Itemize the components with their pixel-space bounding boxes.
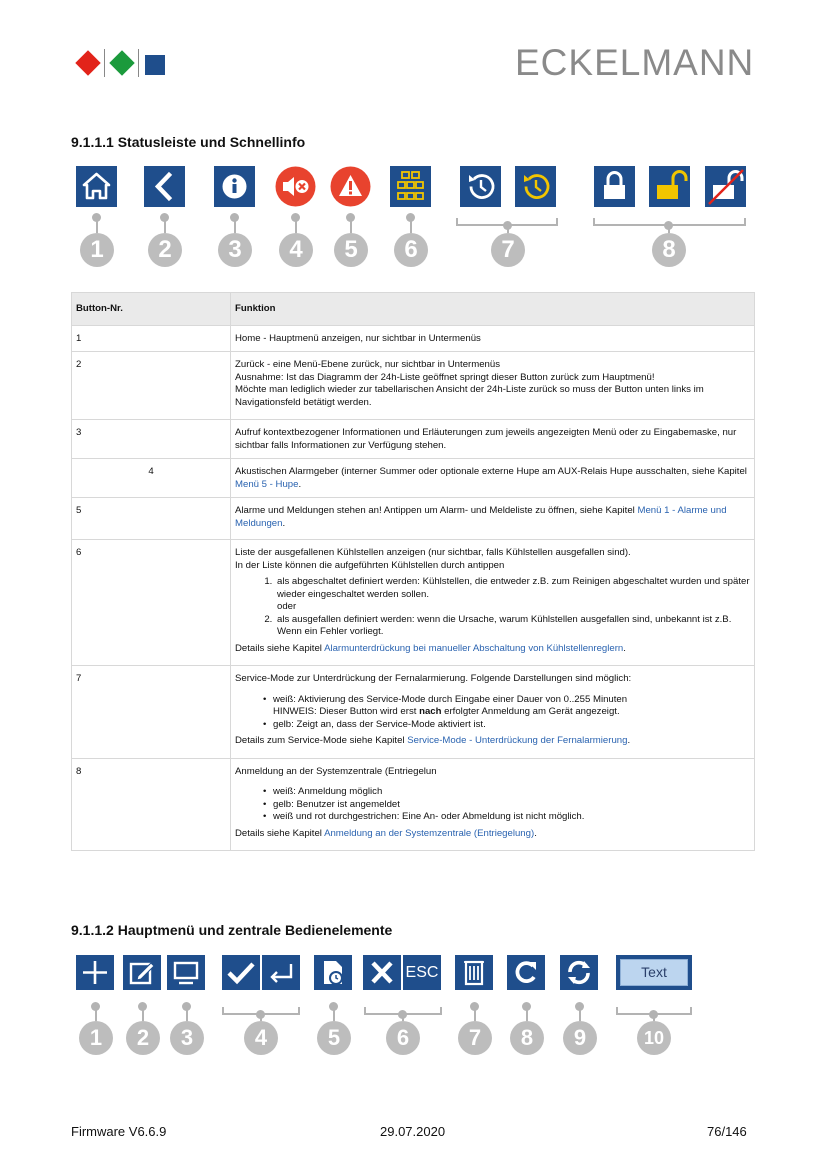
callout-6: 6	[386, 1021, 420, 1055]
pin-stem	[350, 218, 352, 233]
function-text: Home - Hauptmenü anzeigen, nur sichtbar in Untermenüs	[235, 332, 481, 344]
lock-closed-icon	[594, 166, 635, 207]
row-function	[231, 352, 755, 420]
punctuation: .	[623, 642, 626, 654]
add-button[interactable]	[76, 955, 114, 990]
mute-speaker-icon	[275, 166, 316, 207]
enter-icon	[262, 955, 300, 990]
chapter-link[interactable]: Service-Mode - Unterdrückung der Fernalarmierung	[407, 735, 628, 746]
list-item: 1. als abgeschaltet definiert werden: Kühlstellen, die entweder z.B. zum Reinigen abgeschaltet wurden und später wieder eingeschaltet werden sollen. oder	[275, 576, 750, 614]
punctuation: .	[534, 827, 537, 839]
back-button[interactable]	[144, 166, 185, 207]
function-text: Anmeldung an der Systemzentrale (Entriegelun	[235, 765, 437, 777]
row-function	[231, 666, 755, 759]
pin-stem	[95, 1007, 97, 1021]
numbered-list	[235, 576, 750, 639]
callout-3: 3	[218, 233, 252, 267]
list-item: • gelb: Zeigt an, dass der Service-Mode aktiviert ist.	[263, 719, 750, 732]
row-number: 4	[72, 459, 231, 498]
failed-coolers-button[interactable]	[390, 166, 431, 207]
bracket	[690, 1007, 692, 1014]
table-row	[72, 325, 755, 352]
pin-stem	[96, 218, 98, 233]
cross-icon	[363, 955, 401, 990]
callout-8: 8	[510, 1021, 544, 1055]
row-number: 5	[72, 498, 231, 540]
info-button[interactable]	[214, 166, 255, 207]
pin-stem	[410, 218, 412, 233]
monitor-icon	[167, 955, 205, 990]
function-text: Akustischen Alarmgeber (interner Summer oder optionale externe Hupe am AUX-Relais Hupe ausschalten, siehe Kapitel	[235, 466, 747, 477]
callout-1: 1	[80, 233, 114, 267]
sync-button[interactable]	[560, 955, 598, 990]
pin-stem	[295, 218, 297, 233]
pin-stem	[333, 1007, 335, 1021]
column-header: Button-Nr.	[72, 293, 231, 326]
function-text: Aufruf kontextbezogener Informationen und Erläuterungen zum jeweils angezeigten Menü oder zu Eingabemaske, nur sichtbar falls Informationen zur Verfügung stehen.	[235, 427, 737, 451]
trash-icon	[455, 955, 493, 990]
table-row	[72, 459, 755, 498]
mute-speaker-button[interactable]	[275, 166, 316, 207]
row-function	[231, 540, 755, 666]
text-button[interactable]	[616, 955, 692, 990]
function-text: Alarme und Meldungen stehen an! Antippen um Alarm- und Meldeliste zu öffnen, siehe Kapitel	[235, 505, 638, 516]
callout-1: 1	[79, 1021, 113, 1055]
chapter-link[interactable]: Anmeldung an der Systemzentrale (Entriegelung)	[324, 827, 535, 839]
callout-7: 7	[458, 1021, 492, 1055]
callout-6: 6	[394, 233, 428, 267]
plus-icon	[76, 955, 114, 990]
row-number: 1	[72, 325, 231, 352]
login-yellow-button[interactable]	[649, 166, 690, 207]
list-item: • gelb: Benutzer ist angemeldet	[263, 799, 750, 812]
esc-button[interactable]	[403, 955, 441, 990]
edit-icon	[123, 955, 161, 990]
footer-page: 76/146	[707, 1124, 747, 1139]
file-icon	[314, 955, 352, 990]
bracket	[440, 1007, 442, 1014]
pin-stem	[579, 1007, 581, 1021]
network-icon	[390, 166, 431, 207]
table-row	[72, 666, 755, 759]
back-icon	[144, 166, 185, 207]
list-item: • weiß und rot durchgestrichen: Eine An- oder Abmeldung ist nicht möglich.	[263, 811, 750, 824]
service-clock-white-icon	[460, 166, 501, 207]
login-disabled-button[interactable]	[705, 166, 746, 207]
row-number: 7	[72, 666, 231, 759]
punctuation: .	[627, 735, 631, 746]
row-function	[231, 459, 755, 498]
callout-5: 5	[317, 1021, 351, 1055]
list-item: 2. als ausgefallen definiert werden: wenn die Ursache, warum Kühlstellen ausgefallen sind, unbekannt ist z.B. Wenn ein Fehler vorliegt.	[275, 614, 750, 639]
lock-crossed-icon	[705, 166, 746, 207]
table-row	[72, 498, 755, 540]
pin-stem	[507, 226, 509, 233]
lock-open-yellow-icon	[649, 166, 690, 207]
table-row	[72, 758, 755, 851]
row-number: 6	[72, 540, 231, 666]
info-icon	[214, 166, 255, 207]
function-text: Ausnahme: Ist das Diagramm der 24h-Liste geöffnet springt dieser Button zurück zum Hauptmenü!	[235, 371, 655, 383]
alarm-warning-icon	[330, 166, 371, 207]
function-text: Zurück - eine Menü-Ebene zurück, nur sichtbar in Untermenüs	[235, 359, 501, 370]
callout-7: 7	[491, 233, 525, 267]
chapter-link[interactable]: Alarmunterdrückung bei manueller Abschaltung von Kühlstellenreglern	[324, 642, 624, 654]
pin-stem	[668, 226, 670, 233]
service-clock-yellow-icon	[515, 166, 556, 207]
text-button-label: Text	[620, 959, 688, 986]
bullet-list	[235, 694, 750, 732]
function-text: Service-Mode zur Unterdrückung der Fernalarmierung. Folgende Darstellungen sind möglich:	[235, 673, 632, 684]
row-number: 8	[72, 758, 231, 851]
confirm-button[interactable]	[222, 955, 260, 990]
refresh-icon	[507, 955, 545, 990]
row-function	[231, 758, 755, 851]
callout-2: 2	[148, 233, 182, 267]
footer-date: 29.07.2020	[380, 1124, 446, 1139]
list-item: • weiß: Anmeldung möglich	[263, 786, 750, 799]
table-row	[72, 352, 755, 420]
pin-stem	[164, 218, 166, 233]
service-mode-yellow-button[interactable]	[515, 166, 556, 207]
footer-firmware: Firmware V6.6.9	[71, 1124, 167, 1139]
punctuation: .	[298, 478, 302, 490]
bracket	[298, 1007, 300, 1014]
bracket	[744, 218, 746, 225]
function-text: Details siehe Kapitel	[235, 642, 325, 654]
callout-4: 4	[279, 233, 313, 267]
callout-9: 9	[563, 1021, 597, 1055]
punctuation: .	[282, 517, 286, 529]
row-function	[231, 498, 755, 540]
callout-2: 2	[126, 1021, 160, 1055]
row-number: 3	[72, 420, 231, 459]
monitor-button[interactable]	[167, 955, 205, 990]
pin-stem	[142, 1007, 144, 1021]
function-text: Details zum Service-Mode siehe Kapitel	[235, 735, 408, 746]
delete-button[interactable]	[455, 955, 493, 990]
callout-10: 10	[637, 1021, 671, 1055]
function-text: In der Liste können die aufgeführten Kühlstellen durch antippen	[235, 559, 505, 571]
callout-3: 3	[170, 1021, 204, 1055]
row-function	[231, 325, 755, 352]
checkmark-icon	[222, 955, 260, 990]
service-mode-white-button[interactable]	[460, 166, 501, 207]
bracket	[556, 218, 558, 225]
refresh-button[interactable]	[507, 955, 545, 990]
function-text: Liste der ausgefallenen Kühlstellen anzeigen (nur sichtbar, falls Kühlstellen ausgefallen sind).	[235, 547, 631, 558]
home-icon	[76, 166, 117, 207]
function-text: Möchte man lediglich wieder zur tabellarischen Ansicht der 24h-Liste zurück so muss der Button unten links im Navigationsfeld betätigt werden.	[235, 384, 704, 408]
file-button[interactable]	[314, 955, 352, 990]
bullet-list	[235, 786, 750, 824]
row-number: 2	[72, 352, 231, 420]
list-connector: oder	[277, 601, 297, 612]
sync-icon	[560, 955, 598, 990]
section-title-statusleiste: 9.1.1.1 Statusleiste und Schnellinfo	[71, 134, 306, 150]
section-title-hauptmenue: 9.1.1.2 Hauptmenü und zentrale Bedienelemente	[71, 922, 393, 938]
pin-stem	[234, 218, 236, 233]
column-header: Funktion	[231, 293, 755, 326]
button-function-table	[71, 292, 755, 851]
row-function	[231, 420, 755, 459]
pin-stem	[526, 1007, 528, 1021]
enter-button[interactable]	[262, 955, 300, 990]
pin-stem	[474, 1007, 476, 1021]
cancel-button[interactable]	[363, 955, 401, 990]
table-row	[72, 420, 755, 459]
chapter-link[interactable]: Menü 5 - Hupe	[235, 478, 299, 490]
callout-4: 4	[244, 1021, 278, 1055]
login-white-button[interactable]	[594, 166, 635, 207]
function-text: Details siehe Kapitel	[235, 827, 325, 839]
table-header-row	[72, 293, 755, 326]
callout-5: 5	[334, 233, 368, 267]
home-button[interactable]	[76, 166, 117, 207]
callout-8: 8	[652, 233, 686, 267]
company-logo	[76, 46, 168, 80]
table-row	[72, 540, 755, 666]
chapter-link[interactable]: Menü 1 - Alarme und Meldungen	[235, 505, 727, 529]
edit-button[interactable]	[123, 955, 161, 990]
pin-stem	[186, 1007, 188, 1021]
brand-wordmark: ECKELMANN	[515, 42, 755, 83]
alarm-warning-button[interactable]	[330, 166, 371, 207]
esc-label: ESC	[405, 964, 439, 981]
list-item: • weiß: Aktivierung des Service-Mode durch Eingabe einer Dauer von 0..255 Minuten HINWEIS: Dieser Button wird erst nach erfolgter Anmeldung am Gerät angezeigt.	[263, 694, 750, 719]
